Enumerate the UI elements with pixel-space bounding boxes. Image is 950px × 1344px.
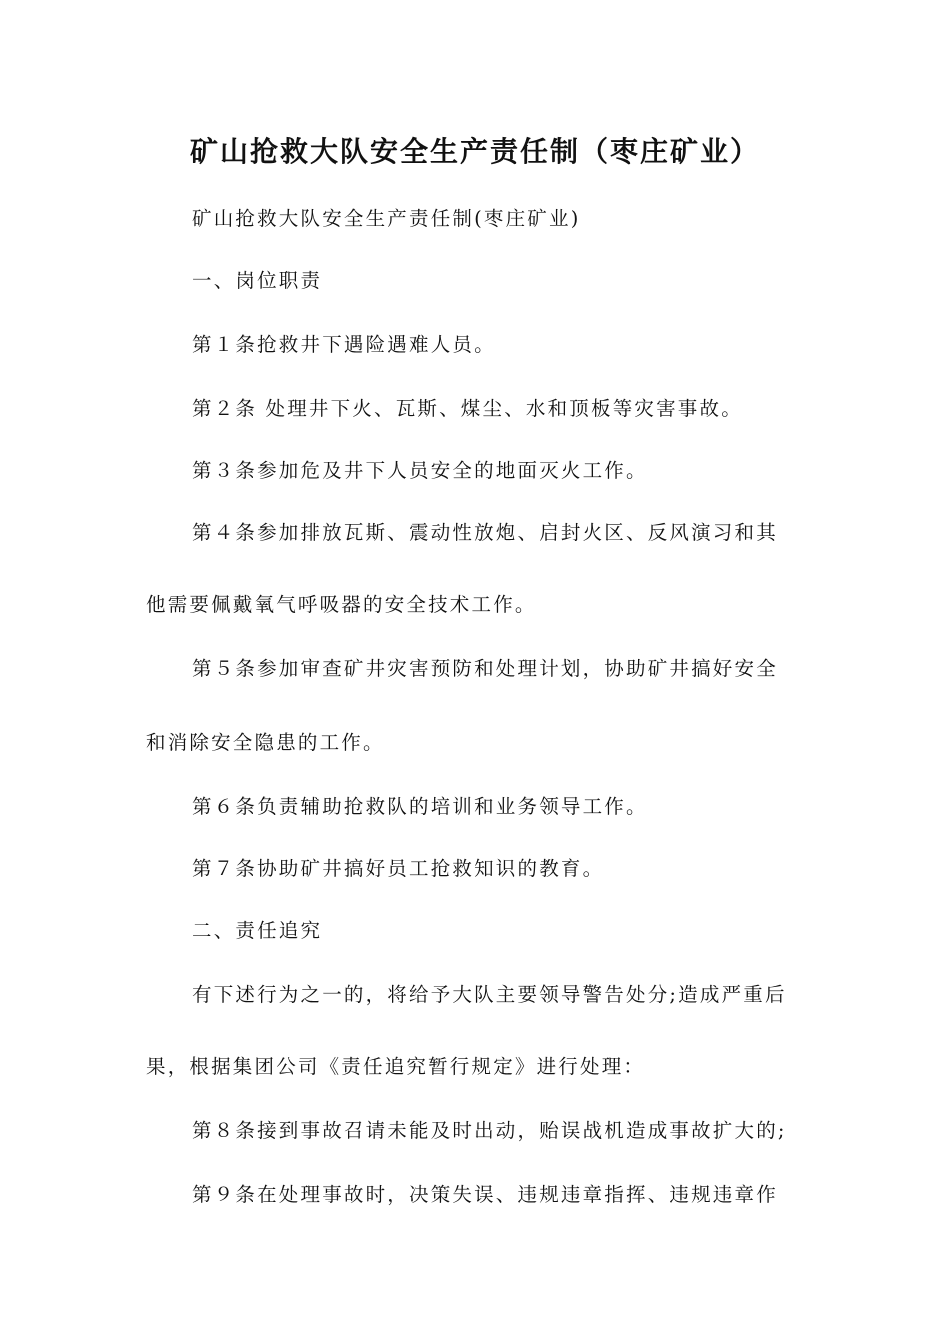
- section-heading-duties: 一、岗位职责: [192, 269, 323, 292]
- article-4-line-2: 他需要佩戴氧气呼吸器的安全技术工作。: [146, 593, 537, 616]
- document-subtitle: 矿山抢救大队安全生产责任制(枣庄矿业): [192, 207, 581, 230]
- article-9-line-1: 第９条在处理事故时，决策失误、违规违章指挥、违规违章作: [192, 1183, 778, 1206]
- article-5-line-1: 第５条参加审查矿井灾害预防和处理计划，协助矿井搞好安全: [192, 657, 778, 680]
- article-7: 第７条协助矿井搞好员工抢救知识的教育。: [192, 857, 605, 880]
- article-5-line-2: 和消除安全隐患的工作。: [146, 731, 385, 754]
- accountability-intro-line-2: 果，根据集团公司《责任追究暂行规定》进行处理：: [146, 1055, 646, 1078]
- article-1: 第１条抢救井下遇险遇难人员。: [192, 333, 496, 356]
- accountability-intro-line-1: 有下述行为之一的，将给予大队主要领导警告处分;造成严重后: [192, 983, 787, 1006]
- article-6: 第６条负责辅助抢救队的培训和业务领导工作。: [192, 795, 648, 818]
- section-heading-accountability: 二、责任追究: [192, 919, 323, 942]
- document-title: 矿山抢救大队安全生产责任制（枣庄矿业）: [189, 135, 760, 168]
- article-2: 第２条 处理井下火、瓦斯、煤尘、水和顶板等灾害事故。: [192, 397, 743, 420]
- article-3: 第３条参加危及井下人员安全的地面灭火工作。: [192, 459, 648, 482]
- article-8: 第８条接到事故召请未能及时出动，贻误战机造成事故扩大的;: [192, 1119, 787, 1142]
- article-4-line-1: 第４条参加排放瓦斯、震动性放炮、启封火区、反风演习和其: [192, 521, 778, 544]
